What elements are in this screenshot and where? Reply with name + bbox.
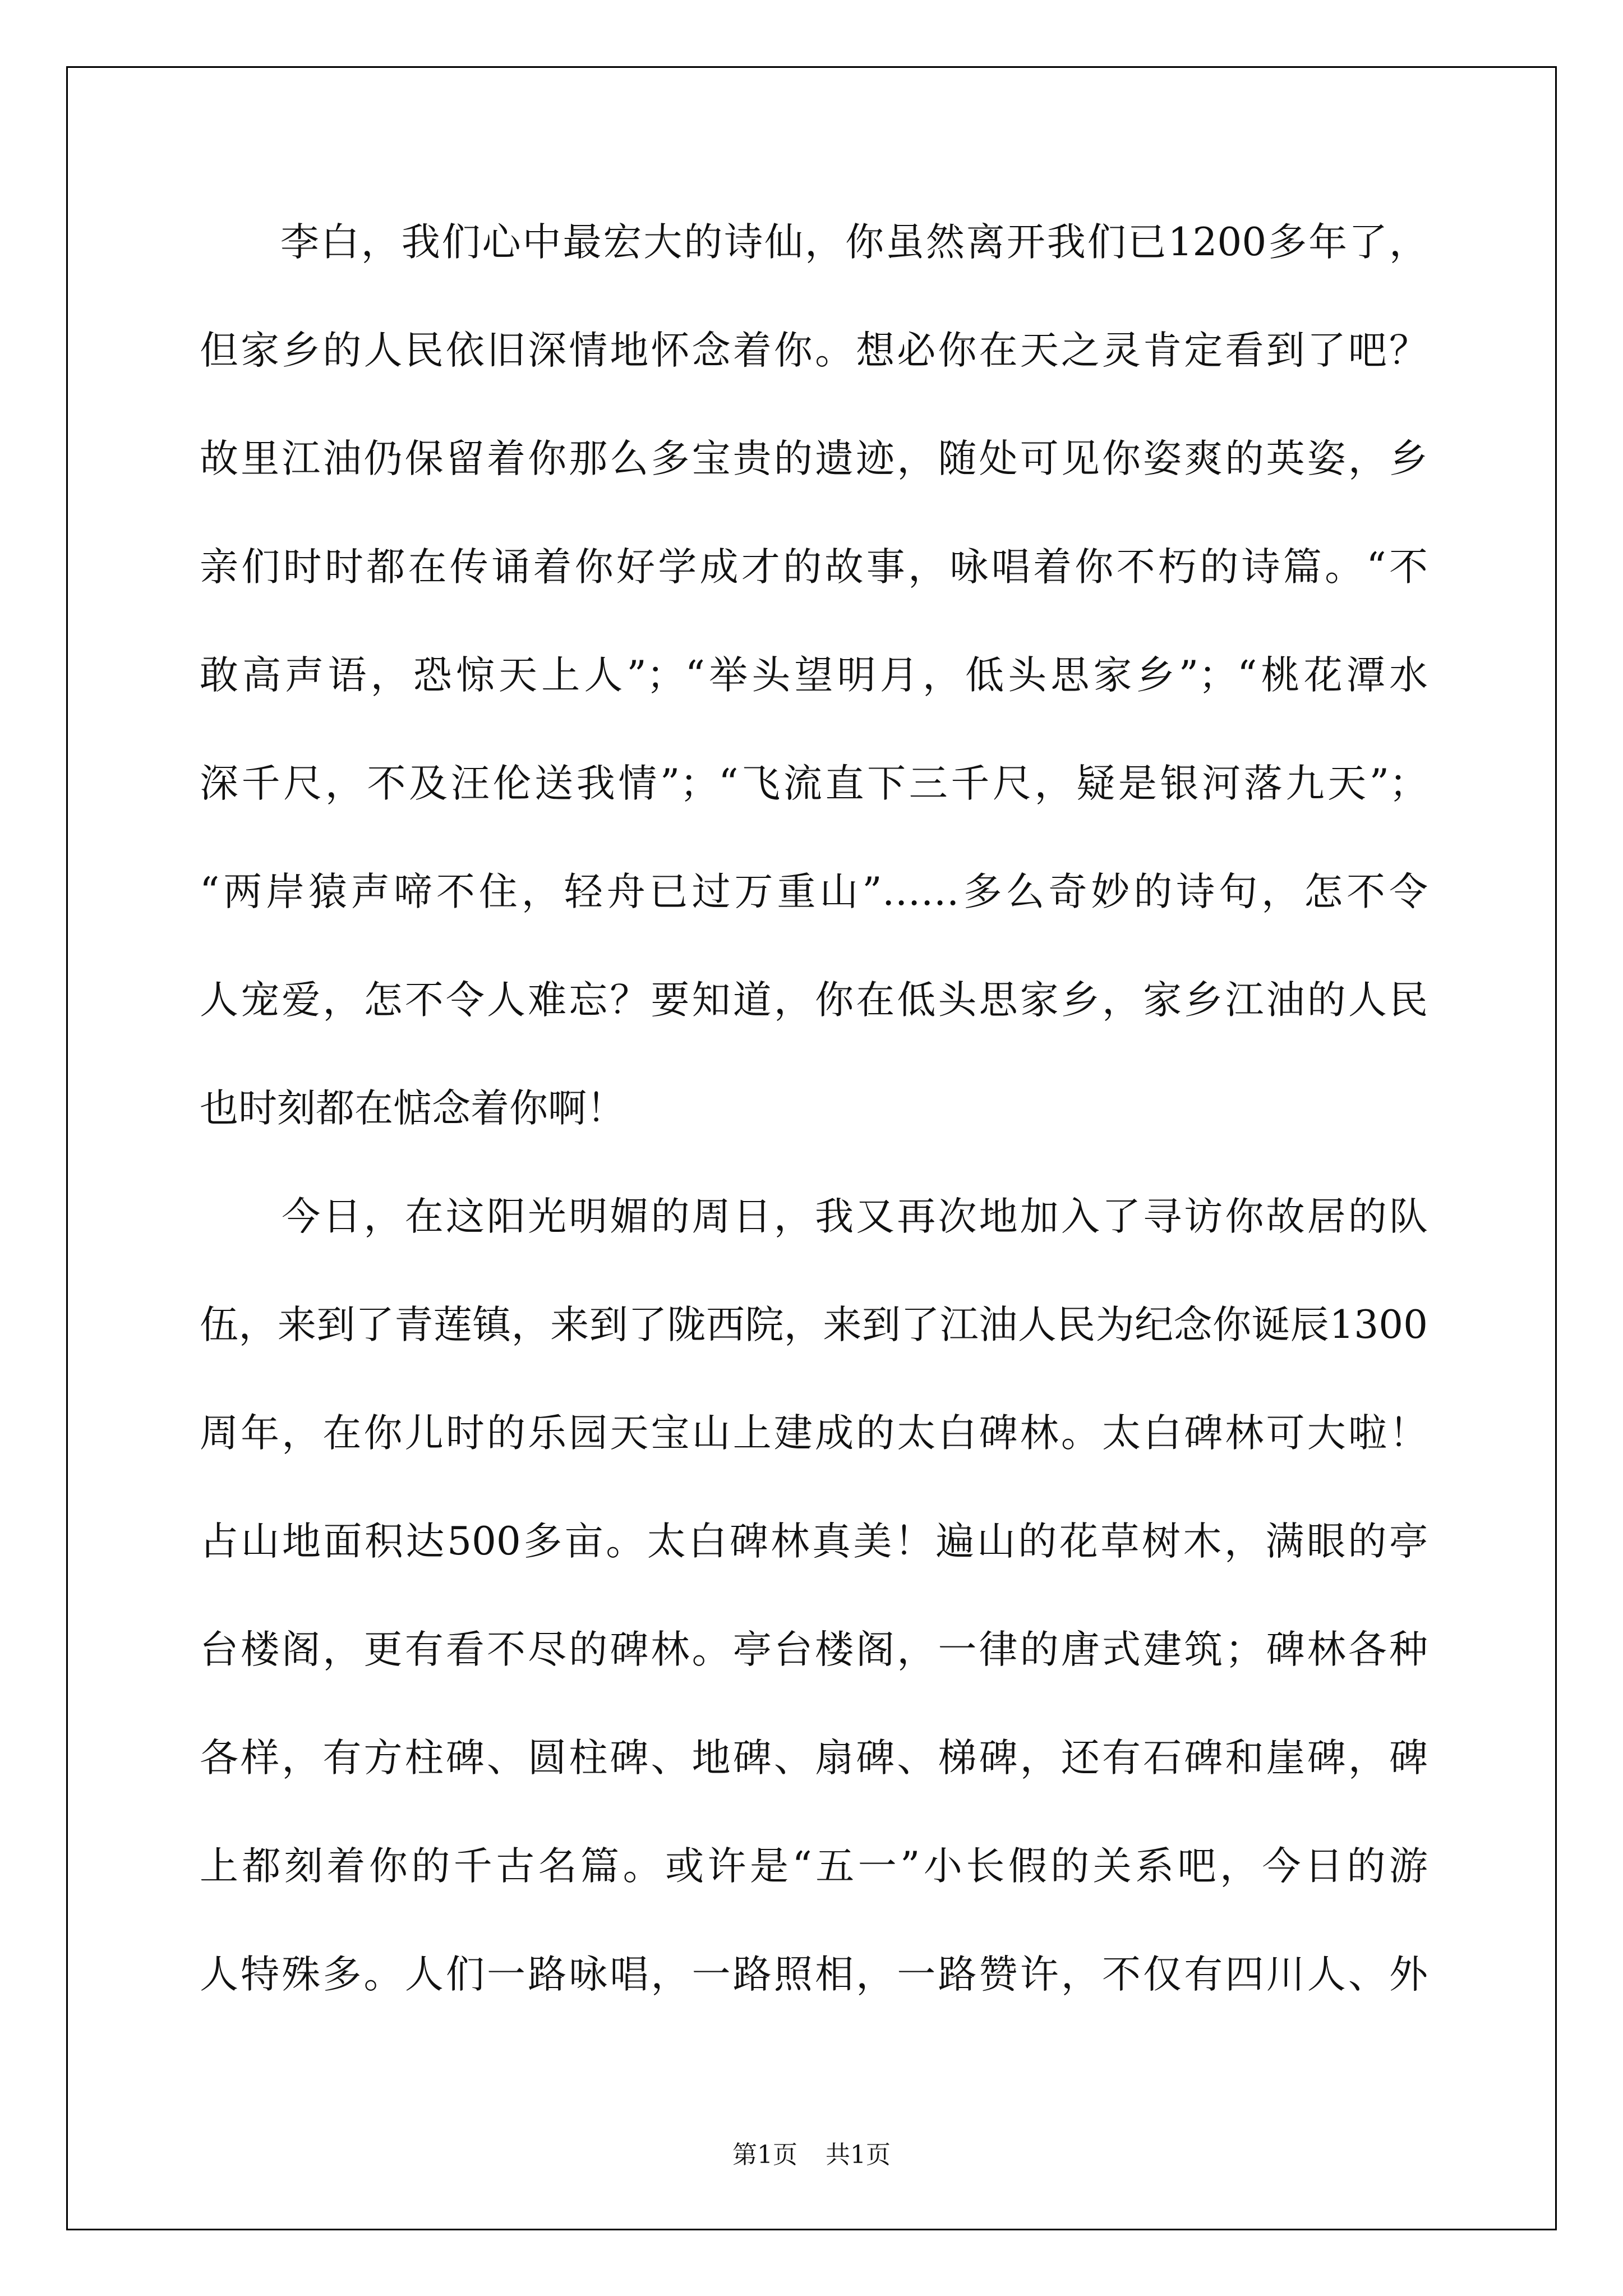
paragraph-1-line: 也时刻都在惦念着你啊！ bbox=[200, 1086, 625, 1131]
paragraph-1-line: 李白，我们心中最宏大的诗仙，你虽然离开我们已1200多年了， bbox=[200, 220, 1428, 265]
document-body bbox=[200, 213, 1428, 2054]
paragraph-2-line: 上都刻着你的千古名篇。或许是“五一”小长假的关系吧，今日的游 bbox=[200, 1844, 1428, 1889]
paragraph-2-line: 占山地面积达500多亩。太白碑林真美！遍山的花草树木，满眼的亭 bbox=[200, 1519, 1428, 1564]
paragraph-1-line: 亲们时时都在传诵着你好学成才的故事，咏唱着你不朽的诗篇。“不 bbox=[200, 545, 1428, 590]
page-total: 共1页 bbox=[826, 2141, 891, 2169]
paragraph-2-line: 人特殊多。人们一路咏唱，一路照相，一路赞许，不仅有四川人、外 bbox=[200, 1952, 1428, 1997]
page-footer bbox=[0, 2134, 1623, 2170]
paragraph-1-line: 但家乡的人民依旧深情地怀念着你。想必你在天之灵肯定看到了吧？ bbox=[200, 328, 1428, 373]
paragraph-2-line: 今日，在这阳光明媚的周日，我又再次地加入了寻访你故居的队 bbox=[200, 1194, 1428, 1239]
paragraph-2-line: 各样，有方柱碑、圆柱碑、地碑、扇碑、梯碑，还有石碑和崖碑，碑 bbox=[200, 1736, 1428, 1780]
paragraph-1-line: “两岸猿声啼不住，轻舟已过万重山”……多么奇妙的诗句，怎不令 bbox=[200, 869, 1428, 914]
paragraph-2-line: 周年，在你儿时的乐园天宝山上建成的太白碑林。太白碑林可大啦！ bbox=[200, 1411, 1428, 1456]
paragraph-1-line: 人宠爱，怎不令人难忘？要知道，你在低头思家乡，家乡江油的人民 bbox=[200, 978, 1428, 1023]
paragraph-1-line: 故里江油仍保留着你那么多宝贵的遗迹，随处可见你姿爽的英姿，乡 bbox=[200, 436, 1428, 481]
page-number: 第1页 bbox=[732, 2141, 797, 2169]
paragraph-1-line: 深千尺，不及汪伦送我情”；“飞流直下三千尺，疑是银河落九天”； bbox=[200, 761, 1428, 806]
paragraph-2-line: 台楼阁，更有看不尽的碑林。亭台楼阁，一律的唐式建筑；碑林各种 bbox=[200, 1627, 1428, 1672]
paragraph-1-line: 敢高声语，恐惊天上人”；“举头望明月，低头思家乡”；“桃花潭水 bbox=[200, 653, 1428, 698]
paragraph-2-line: 伍，来到了青莲镇，来到了陇西院，来到了江油人民为纪念你诞辰1300 bbox=[200, 1303, 1428, 1347]
